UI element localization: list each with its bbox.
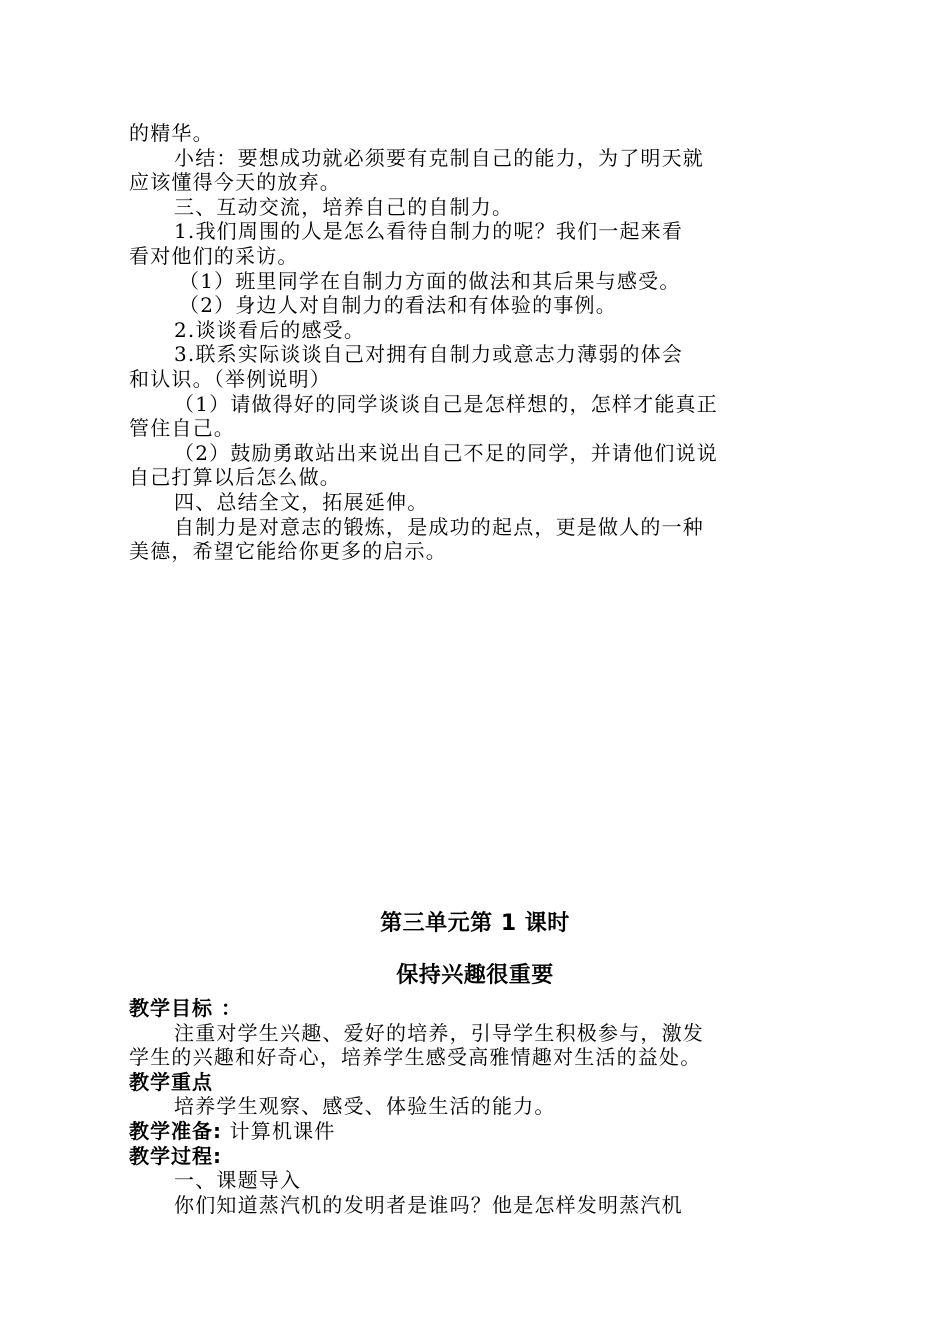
text-line: 2.谈谈看后的感受。 [174,317,366,342]
text-line: 和认识。（举例说明） [129,366,331,391]
list-item: （1）请做得好的同学谈谈自己是怎样想的，怎样才能真正 [174,391,718,416]
keypoints-heading [129,1070,729,1095]
text-line: 看对他们的采访。 [129,243,299,268]
preparation-label: 教学准备: [129,1118,222,1143]
unit-title: 第三单元第 1 课时 [380,911,570,936]
text-line: 1.我们周围的人是怎么看待自制力的呢？我们一起来看 [174,219,684,244]
summary-line: 小结：要想成功就必须要有克制自己的能力，为了明天就 [174,145,704,170]
lesson-plan-section [129,996,729,1217]
process-step: 一、课题导入 [174,1168,302,1193]
text-line: 应该懂得今天的放弃。 [129,170,341,195]
objectives-heading [129,996,729,1021]
process-text: 你们知道蒸汽机的发明者是谁吗？他是怎样发明蒸汽机 [174,1192,683,1217]
list-item: （1）班里同学在自制力方面的做法和其后果与感受。 [179,268,681,293]
text-line: 的精华。 [129,121,214,145]
keypoints-label: 教学重点 [129,1069,213,1094]
process-label: 教学过程: [129,1143,222,1168]
objectives-label: 教学目标 ： [129,996,242,1020]
previous-lesson-section [129,121,729,564]
list-item: （2）鼓励勇敢站出来说出自己不足的同学，并请他们说说 [174,440,718,465]
preparation-text: 计算机课件 [222,1118,336,1143]
lesson-title: 保持兴趣很重要 [396,963,554,988]
objectives-text: 学生的兴趣和好奇心，培养学生感受高雅情趣对生活的益处。 [129,1045,702,1070]
list-item: （2）身边人对自制力的看法和有体验的事例。 [179,293,617,318]
text-line: 自制力是对意志的锻炼，是成功的起点，更是做人的一种 [174,514,704,539]
preparation-line [129,1119,729,1144]
text-line: 自己打算以后怎么做。 [129,465,341,490]
objectives-text: 注重对学生兴趣、爱好的培养，引导学生积极参与，激发 [174,1020,704,1045]
text-line: 3.联系实际谈谈自己对拥有自制力或意志力薄弱的体会 [174,342,684,367]
keypoints-text: 培养学生观察、感受、体验生活的能力。 [174,1094,556,1119]
text-line: 美德，希望它能给你更多的启示。 [129,539,447,564]
process-heading [129,1144,729,1169]
section-heading-line: 四、总结全文，拓展延伸。 [174,489,429,514]
text-line: 管住自己。 [129,416,235,441]
section-heading-line: 三、互动交流，培养自己的自制力。 [174,194,514,219]
